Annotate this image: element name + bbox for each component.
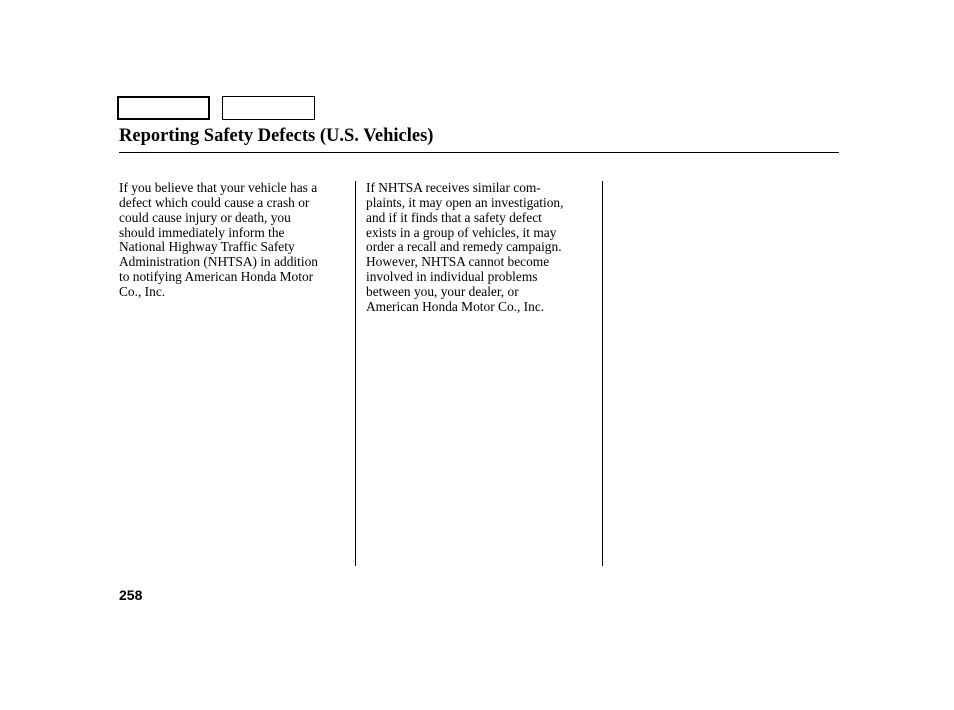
column-middle-paragraph — [366, 181, 596, 315]
text-line: If NHTSA receives similar com- — [366, 180, 541, 195]
page-title: Reporting Safety Defects (U.S. Vehicles) — [119, 126, 434, 146]
text-line: and if it finds that a safety defect — [366, 209, 542, 225]
text-line: exists in a group of vehicles, it may — [366, 224, 557, 240]
text-line: However, NHTSA cannot become — [366, 254, 550, 270]
column-left-paragraph — [119, 181, 349, 300]
text-line: order a recall and remedy campaign. — [366, 239, 562, 255]
text-line: should immediately inform the — [119, 224, 285, 240]
main-menu-button[interactable] — [117, 96, 210, 120]
title-divider — [119, 152, 839, 153]
text-line: to notifying American Honda Motor — [119, 269, 314, 285]
text-line: Administration (NHTSA) in addition — [119, 254, 318, 270]
text-line: Co., Inc. — [119, 283, 166, 299]
text-line: between you, your dealer, or — [366, 283, 519, 299]
column-divider — [355, 181, 356, 566]
text-line: could cause injury or death, you — [119, 209, 291, 225]
table-of-contents-button[interactable] — [222, 96, 315, 120]
text-line: American Honda Motor Co., Inc. — [366, 298, 545, 314]
page-number: 258 — [119, 587, 143, 603]
text-line: If you believe that your vehicle has a — [119, 180, 318, 195]
text-line: defect which could cause a crash or — [119, 194, 310, 210]
text-line: plaints, it may open an investigation, — [366, 194, 564, 210]
text-line: National Highway Traffic Safety — [119, 239, 295, 255]
text-line: involved in individual problems — [366, 269, 538, 285]
column-divider — [602, 181, 603, 566]
